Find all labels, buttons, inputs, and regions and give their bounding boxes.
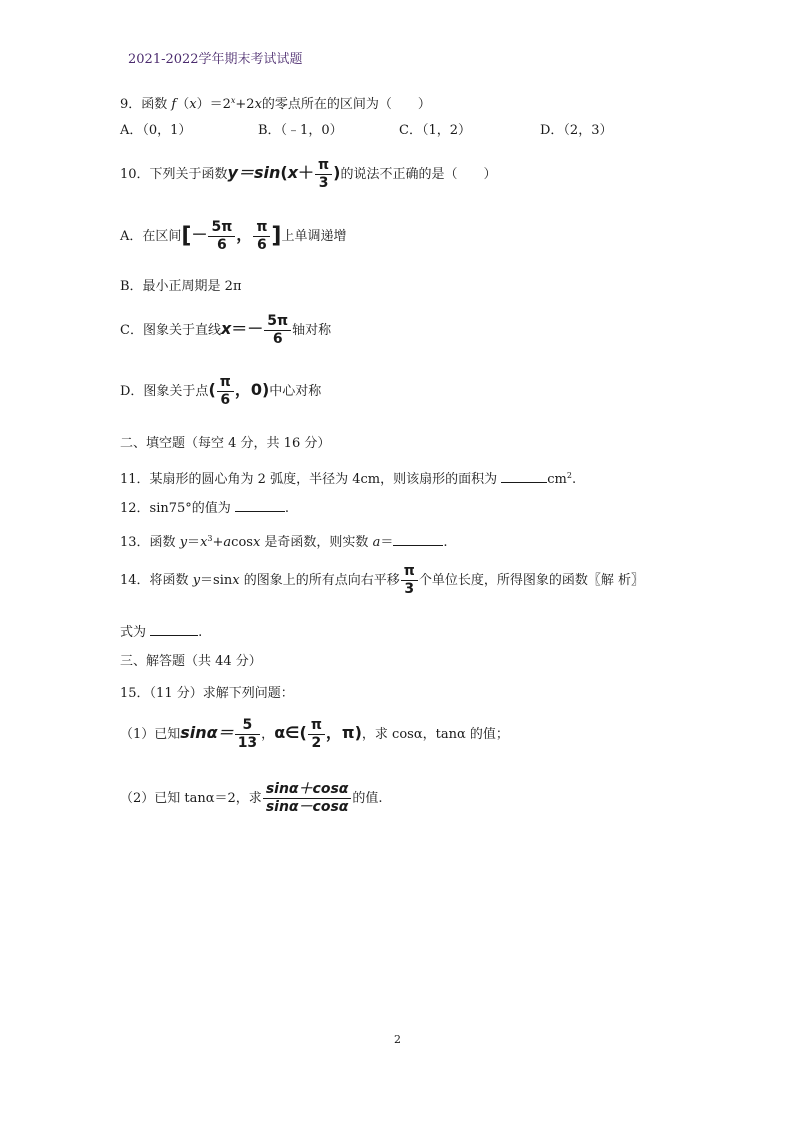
q9-plus2: +2 xyxy=(235,97,255,112)
q12-end: . xyxy=(284,501,290,516)
q13-mid: 是奇函数，则实数 xyxy=(260,535,373,550)
q10-d-fraction-pi-6: $\frac{\pi}{6}$ xyxy=(217,374,234,409)
q10-a-tail: 上单调递增 xyxy=(281,229,347,244)
q9-sup-x: x xyxy=(230,96,236,105)
q15-p1-pi: ，π) xyxy=(325,723,362,742)
q9-number: 9．函数 xyxy=(120,97,168,112)
q10-option-a xyxy=(120,219,346,254)
q14-answer-blank[interactable] xyxy=(150,623,198,636)
q12-text: 12．sin75°的值为 xyxy=(120,501,235,516)
q15-part-2 xyxy=(120,781,383,816)
question-14-line2: 式为 . xyxy=(120,625,203,640)
q10-formula: y＝sin(x＋ xyxy=(227,163,315,182)
q14-fraction-pi-3: $\frac{\pi}{3}$ xyxy=(401,563,418,598)
question-12 xyxy=(120,499,289,517)
q10-c-fraction-5pi-6: $\frac{5\pi}{6}$ xyxy=(264,313,291,348)
q14-line2: 式为 xyxy=(120,625,151,640)
question-11 xyxy=(120,468,576,488)
q9-paren-open: （ xyxy=(176,97,190,112)
q13-pre: 13．函数 xyxy=(120,535,180,550)
q9-paren-close: ） xyxy=(196,97,210,112)
question-14: 14．将函数 y＝sinx 的图象上的所有点向右平移 $\frac{\pi}{3}$ 个单位长度，所得图象的函数〖解 析〗 xyxy=(120,563,644,597)
q10-a-fraction-pi-6: $\frac{\pi}{6}$ xyxy=(253,219,270,254)
q10-number: 10．下列关于函数 xyxy=(120,167,228,182)
q15-p2-fraction: $\frac{\sin\alpha+\cos\alpha}{\sin\alpha-\cos\alpha}$ xyxy=(263,781,352,816)
page-number: 2 xyxy=(394,1033,401,1046)
q10-a-prefix: A．在区间 xyxy=(120,229,182,244)
q12-answer-blank[interactable] xyxy=(235,499,285,512)
q9-option-d: D．（2，3） xyxy=(540,123,613,138)
q9-tail: 的零点所在的区间为（ ） xyxy=(261,97,431,112)
q10-tail: 的说法不正确的是（ ） xyxy=(340,167,497,182)
q10-c-eq: ＝－ xyxy=(231,319,264,338)
q10-option-b: B．最小正周期是 2π xyxy=(120,279,242,294)
q14-tail: 个单位长度，所得图象的函数〖解 析〗 xyxy=(418,573,644,588)
q9-x: x xyxy=(189,97,197,112)
q10-a-minus: － xyxy=(191,225,208,244)
q9-eq: ＝2 xyxy=(209,97,231,112)
q11-unit: cm xyxy=(547,472,567,487)
q9-option-a: A．（0，1） xyxy=(120,123,192,138)
q11-end: . xyxy=(571,472,577,487)
q11-unit-sup: 2 xyxy=(566,471,572,480)
q11-answer-blank[interactable] xyxy=(501,470,547,483)
q10-a-left-bracket: [ xyxy=(181,223,192,249)
section-2-title: 二、填空题（每空 4 分，共 16 分） xyxy=(120,436,331,451)
q10-a-fraction-5pi-6: $\frac{5\pi}{6}$ xyxy=(208,219,235,254)
q10-d-open: ( xyxy=(208,380,216,399)
q10-option-d xyxy=(120,374,321,409)
q15-p2-pre: （2）已知 tanα＝2，求 xyxy=(120,791,262,806)
question-13: 13．函数 $y=x^3+acosx$ 是奇函数，则实数 a＝ . xyxy=(120,534,448,550)
q14-pre: 14．将函数 xyxy=(120,573,193,588)
page-header-title: 2021-2022学年期末考试试题 xyxy=(128,52,303,67)
q10-c-tail: 轴对称 xyxy=(292,323,332,338)
q9-x2: x xyxy=(254,97,262,112)
question-10-stem xyxy=(120,157,496,192)
q10-d-tail: 中心对称 xyxy=(269,384,322,399)
q15-p1-fraction-5-13: $\frac{5}{13}$ xyxy=(235,717,260,752)
q15-p1-sin: sinα＝ xyxy=(180,723,234,742)
q10-a-comma: ， xyxy=(236,225,253,244)
q15-p1-fraction-pi-2: $\frac{\pi}{2}$ xyxy=(308,717,325,752)
q15-part-1: （1）已知sinα＝ $\frac{5}{13}$ ，α∈( $\frac{\pi}{2}$ ，π)，求 cosα，tanα 的值； xyxy=(120,717,509,751)
q11-text: 11．某扇形的圆心角为 2 弧度，半径为 4cm，则该扇形的面积为 xyxy=(120,472,502,487)
q10-option-c xyxy=(120,313,331,348)
q10-d-prefix: D．图象关于点 xyxy=(120,384,209,399)
q15-p1-alpha: α∈( xyxy=(274,723,307,742)
q9-f: f xyxy=(171,97,177,112)
section-3-title: 三、解答题（共 44 分） xyxy=(120,654,262,669)
q10-c-prefix: C．图象关于直线 xyxy=(120,323,221,338)
q15-p1-tail: ，求 cosα，tanα 的值； xyxy=(361,727,509,742)
question-9-stem xyxy=(120,93,431,113)
question-15-title: 15．（11 分）求解下列问题： xyxy=(120,686,294,701)
q10-a-right-bracket: ] xyxy=(271,223,282,249)
q10-c-x: x xyxy=(220,319,232,338)
q15-p1-pre: （1）已知 xyxy=(120,727,181,742)
q10-fraction-pi-over-3: $\frac{\pi}{3}$ xyxy=(315,157,332,192)
q10-close-paren: ) xyxy=(333,163,341,182)
q9-option-b: B．（﹣1，0） xyxy=(258,123,343,138)
q15-p2-tail: 的值. xyxy=(352,791,383,806)
q9-option-c: C．（1，2） xyxy=(399,123,471,138)
q14-mid: 的图象上的所有点向右平移 xyxy=(239,573,400,588)
q13-answer-blank[interactable] xyxy=(393,533,443,546)
q10-d-zero: ，0) xyxy=(234,380,270,399)
